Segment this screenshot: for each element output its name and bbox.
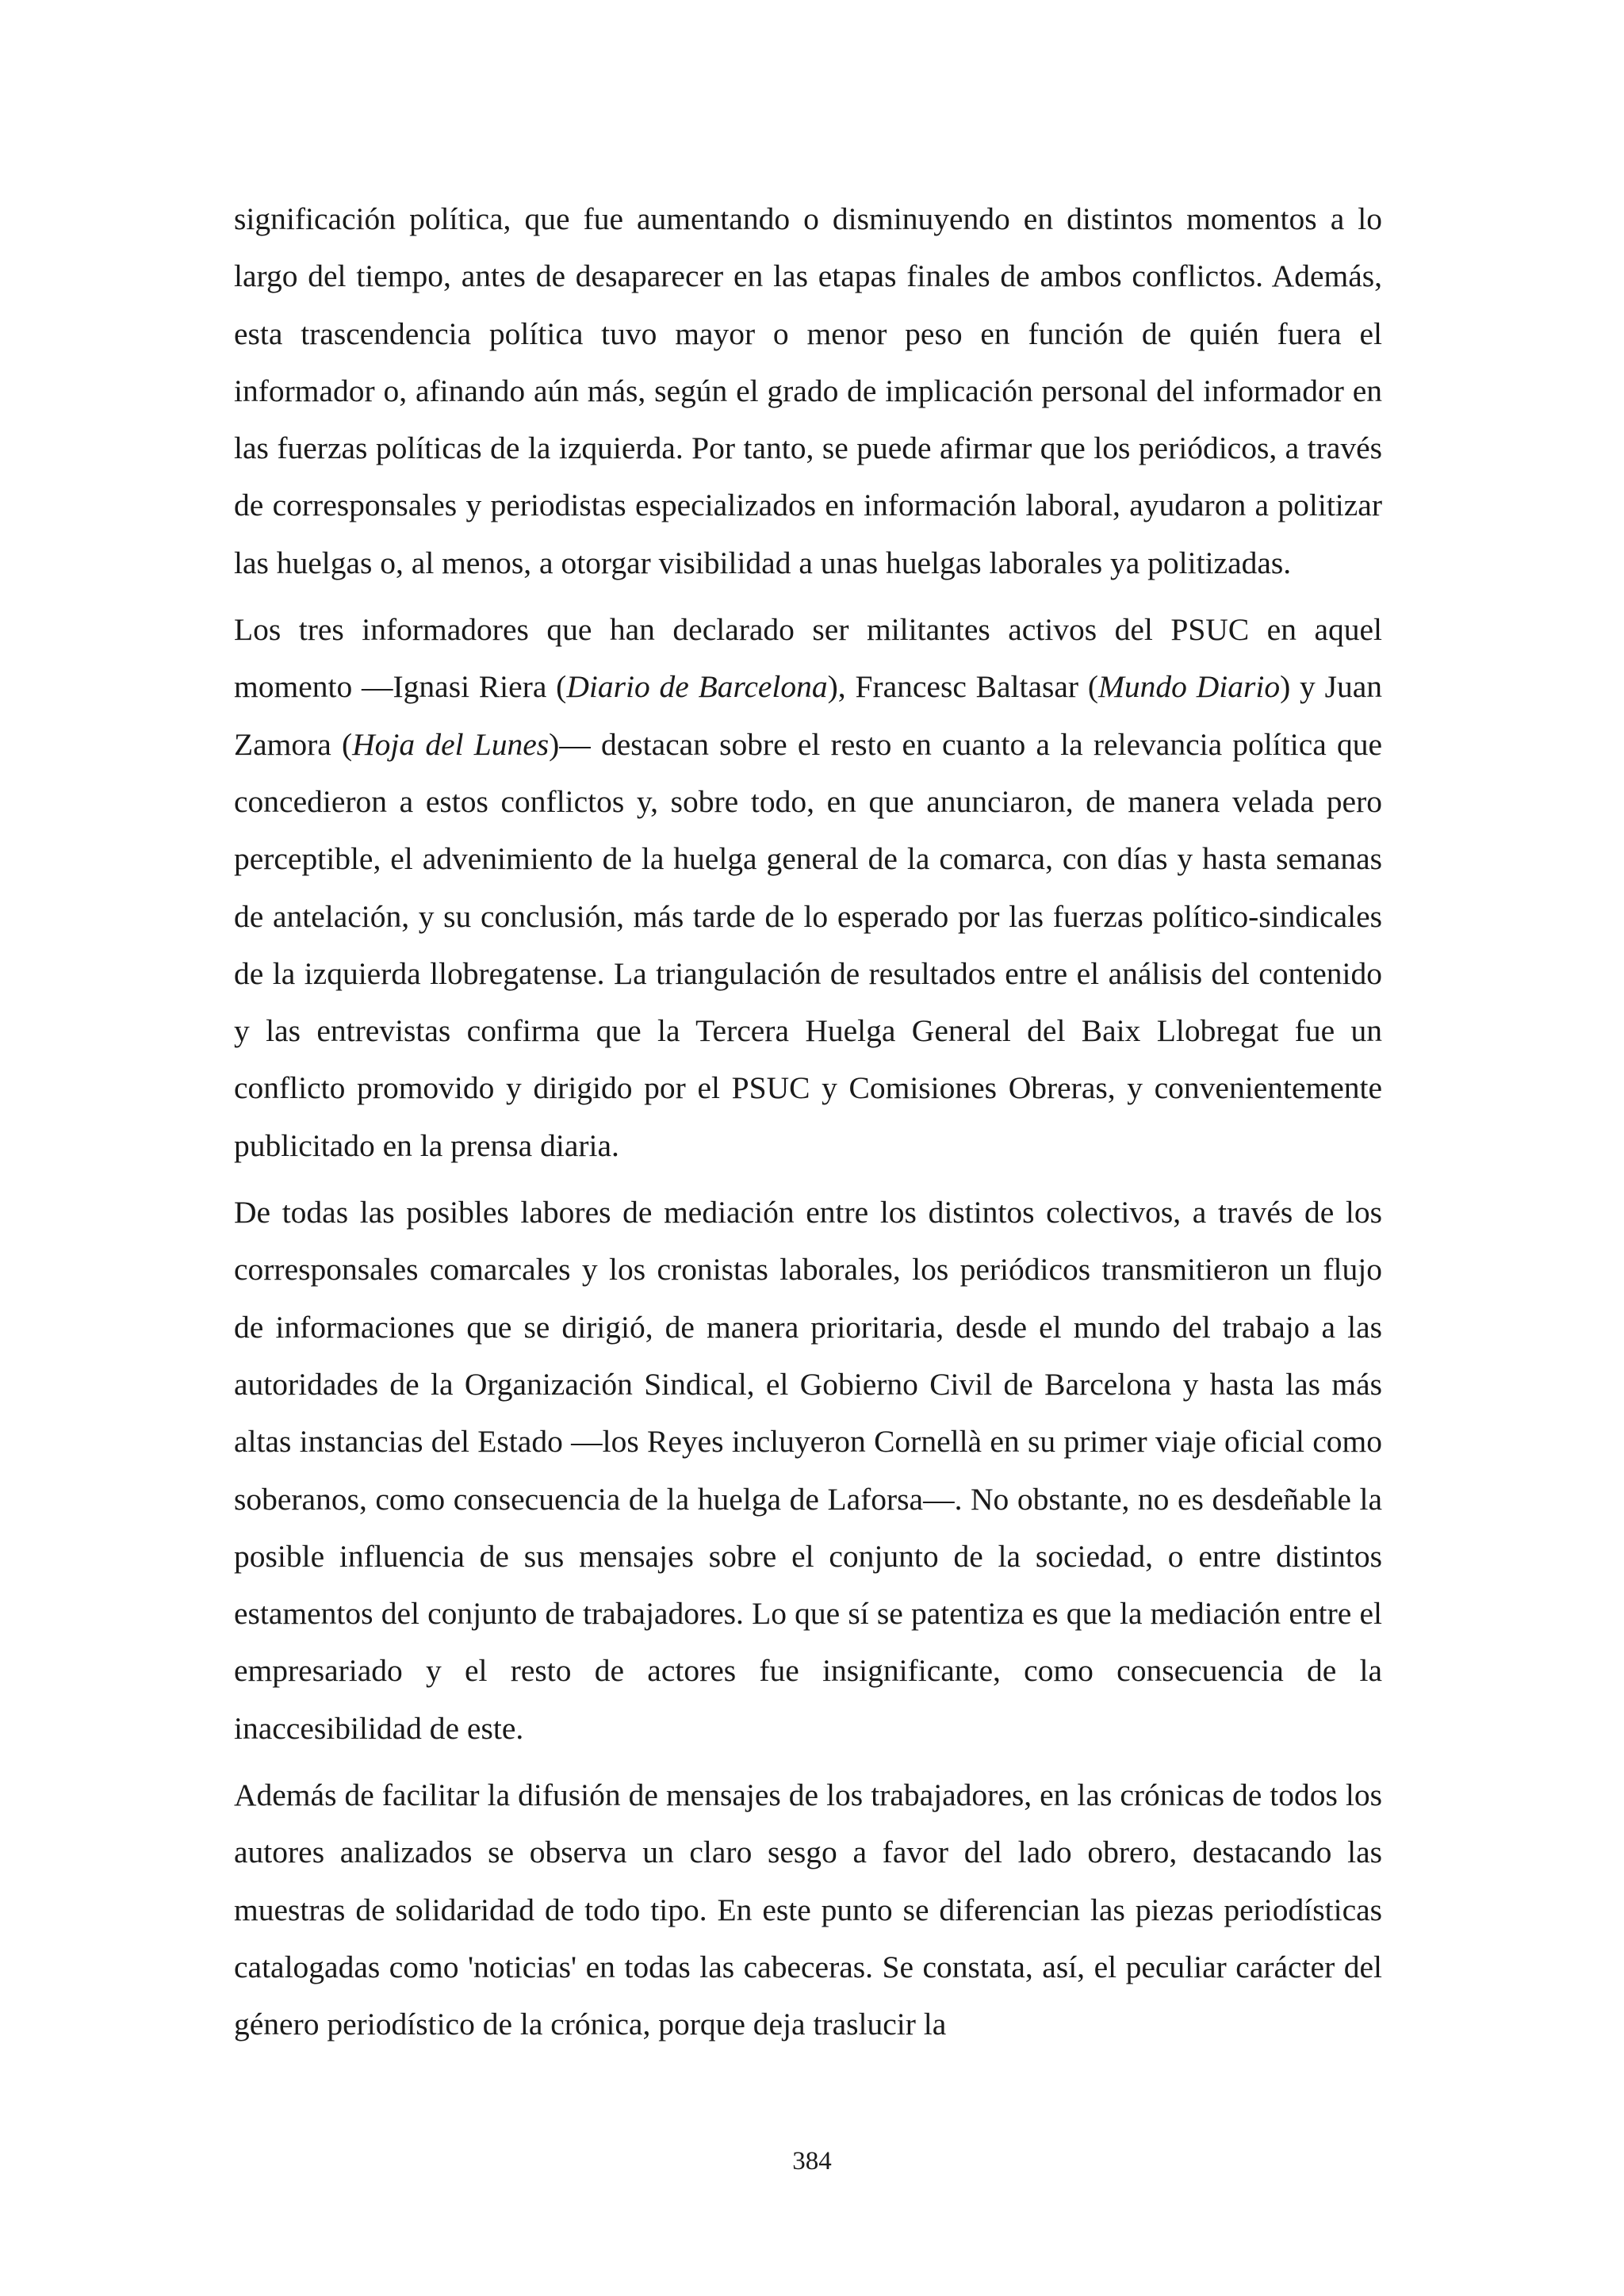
- paragraph-4-text: Además de facilitar la difusión de mensajes de los trabajadores, en las crónicas de todos los autores analizados se observa un claro sesgo a favor del lado obrero, destacando las muestras de solidaridad de todo tipo. En este punto se diferencian las piezas periodísticas catalogadas como 'noticias' en todas las cabeceras. Se constata, así, el peculiar carácter del género periodístico de la crónica, porque deja traslucir la: [234, 1777, 1382, 2042]
- newspaper-title: Hoja del Lunes: [352, 726, 550, 762]
- paragraph-2-text-a: Los tres informadores que han declarado ser militantes activos del PSUC en aquel momento —Ignasi Riera (: [234, 612, 1382, 705]
- paragraph-2-text-d: )— destacan sobre el resto en cuanto a la relevancia política que concedieron a estos conflictos y, sobre todo, en que anunciaron, de manera velada pero perceptible, el advenimiento de la huelga general de la comarca, con días y hasta semanas de antelación, y su conclusión, más tarde de lo esperado por las fuerzas político-sindicales de la izquierda llobregatense. La triangulación de resultados entre el análisis del contenido y las entrevistas confirma que la Tercera Huelga General del Baix Llobregat fue un conflicto promovido y dirigido por el PSUC y Comisiones Obreras, y convenientemente publicitado en la prensa diaria.: [234, 726, 1382, 1163]
- paragraph-2-text-c: ) y Juan Zamora (: [234, 669, 1383, 762]
- paragraph-4: [234, 1766, 1382, 2053]
- paragraph-3-text: De todas las posibles labores de mediación entre los distintos colectivos, a través de los corresponsales comarcales y los cronistas laborales, los periódicos transmitieron un flujo de informaciones que se dirigió, de manera prioritaria, desde el mundo del trabajo a las autoridades de la Organización Sindical, el Gobierno Civil de Barcelona y hasta las más altas instancias del Estado —los Reyes incluyeron Cornellà en su primer viaje oficial como soberanos, como consecuencia de la huelga de Laforsa—. No obstante, no es desdeñable la posible influencia de sus mensajes sobre el conjunto de la sociedad, o entre distintos estamentos del conjunto de trabajadores. Lo que sí se patentiza es que la mediación entre el empresariado y el resto de actores fue insignificante, como consecuencia de la inaccesibilidad de este.: [234, 1195, 1382, 1746]
- paragraph-3: [234, 1184, 1382, 1757]
- body-text: [234, 190, 1382, 2063]
- paragraph-1: [234, 190, 1382, 591]
- paragraph-1-text: significación política, que fue aumentando o disminuyendo en distintos momentos a lo largo del tiempo, antes de desaparecer en las etapas finales de ambos conflictos. Además, esta trascendencia política tuvo mayor o menor peso en función de quién fuera el informador o, afinando aún más, según el grado de implicación personal del informador en las fuerzas políticas de la izquierda. Por tanto, se puede afirmar que los periódicos, a través de corresponsales y periodistas especializados en información laboral, ayudaron a politizar las huelgas o, al menos, a otorgar visibilidad a unas huelgas laborales ya politizadas.: [234, 201, 1382, 580]
- newspaper-title: Diario de Barcelona: [566, 669, 828, 705]
- newspaper-title: Mundo Diario: [1098, 669, 1281, 705]
- paragraph-2-text-b: ), Francesc Baltasar (: [827, 669, 1099, 705]
- paragraph-2: [234, 601, 1382, 1174]
- page-number: 384: [792, 2147, 832, 2175]
